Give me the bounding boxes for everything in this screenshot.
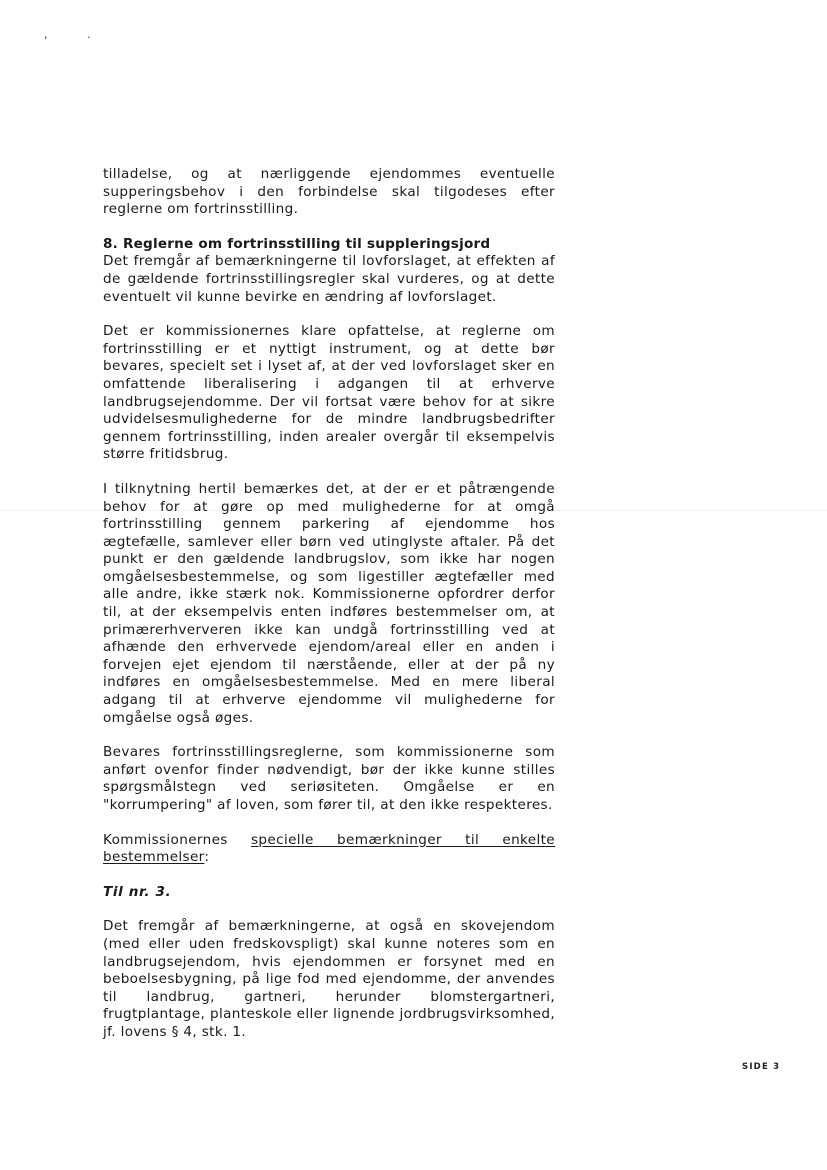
paragraph-opinion: Det er kommissionernes klare opfattelse, at reglerne om fortrinsstilling er et nyttigt instrument, og at dette bør bevares, specielt set i lyset af, at der ved lovforslaget sker en omfattende liberalisering i adgangen til at erhverve landbrugsejendomme. Der vil fortsat være behov for at sikre udvidelsesmulighederne for de mindre landbrugsbedrifter gennem fortrinsstilling, inden arealer overgår til eksempelvis større fritidsbrug. [103, 323, 555, 463]
subheading-nr-3: Til nr. 3. [103, 883, 172, 900]
paragraph-circumvention: I tilknytning hertil bemærkes det, at der er et påtrængende behov for at gøre op med mulighederne for at omgå fortrinsstilling gennem parkering af ejendomme hos ægtefælle, samlever eller børn ved utinglyste aftaler. På det punkt er den gældende landbrugslov, som ikke har nogen omgåelsesbestemmelse, og som ligestiller ægtefæller med alle andre, ikke stærk nok. Kommissionerne opfordrer derfor til, at der eksempelvis enten indføres bestemmelser om, at primærerhververen ikke kan undgå fortrinsstilling ved at afhænde den erhvervede ejendom/areal eller en anden i forvejen ejet ejendom til nærstående, eller at der på ny indføres en omgåelsesbestemmelse. Med en mere liberal adgang til at erhverve ejendomme vil mulighederne for omgåelse også øges. [103, 480, 555, 726]
paragraph-preserve: Bevares fortrinsstillingsreglerne, som kommissionerne som anført ovenfor finder nødvendigt, bør der ikke kunne stilles spørgsmålstegn ved seriøsiteten. Omgåelse er en "korrumpering" af loven, som fører til, at den ikke respekteres. [103, 744, 555, 813]
section-heading-8: 8. Reglerne om fortrinsstilling til suppleringsjord [103, 235, 491, 252]
special-remarks-underlined: specielle bemærkninger til enkelte bestemmelser [103, 831, 556, 866]
document-body [103, 166, 555, 1042]
page-number: SIDE 3 [742, 1062, 781, 1072]
paragraph-effect: Det fremgår af bemærkningerne til lovforslaget, at effekten af de gældende fortrinsstillingsregler skal vurderes, og at dette eventuelt vil kunne bevirke en ændring af lovforslaget. [103, 253, 555, 305]
paragraph-forest-property: Det fremgår af bemærkningerne, at også en skovejendom (med eller uden fredskovspligt) skal kunne noteres som en landbrugsejendom, hvis ejendommen er forsynet med en beboelsesbygning, på lige fod med ejendomme, der anvendes til landbrug, gartneri, herunder blomstergartneri, frugtplantage, planteskole eller lignende jordbrugsvirksomhed, jf. lovens § 4, stk. 1. [103, 918, 555, 1040]
special-remarks-prefix: Kommissionernes [103, 831, 228, 848]
paragraph-special-remarks [103, 832, 555, 867]
paragraph-intro: tilladelse, og at nærliggende ejendommes eventuelle supperingsbehov i den forbindelse skal tilgodeses efter reglerne om fortrinsstilling. [103, 166, 555, 218]
special-remarks-suffix: : [204, 849, 210, 866]
scan-marks: , . [44, 28, 109, 41]
